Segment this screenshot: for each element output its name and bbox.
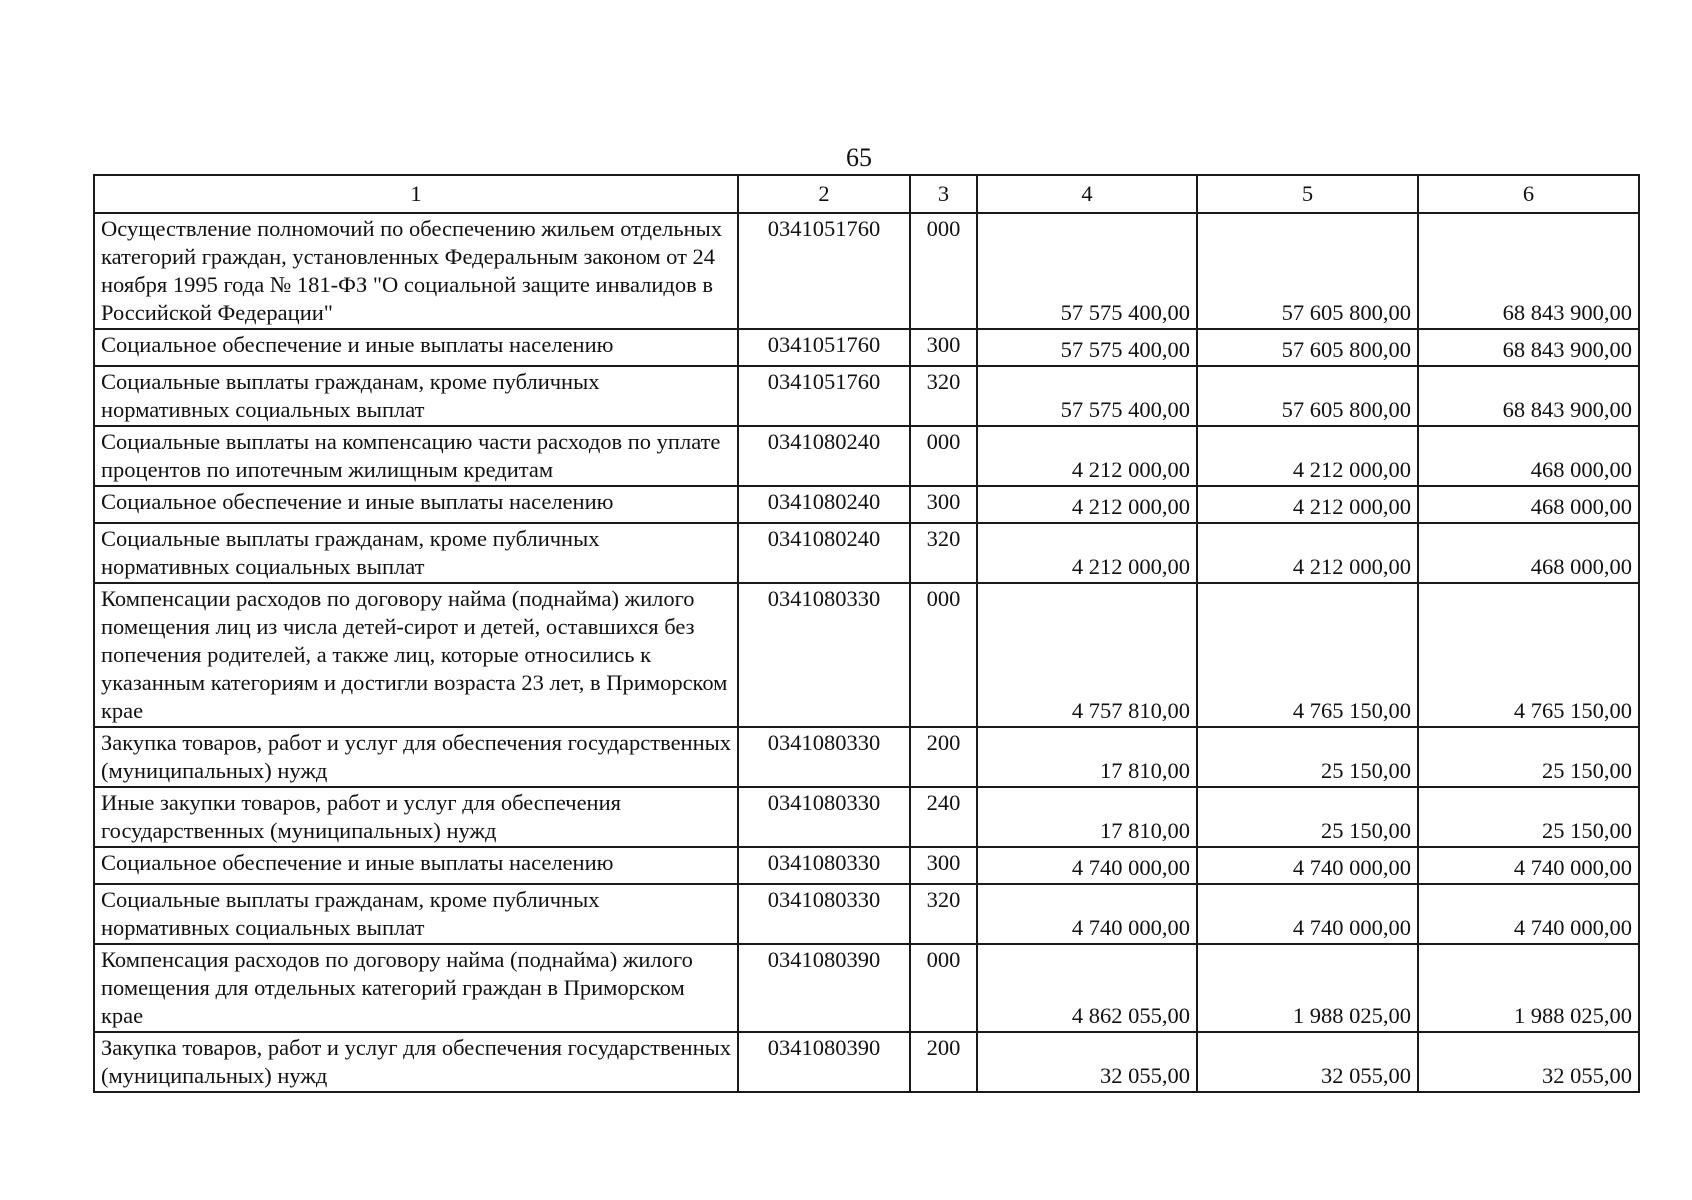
row-code: 0341080330 bbox=[738, 583, 910, 727]
row-amount-6: 68 843 900,00 bbox=[1418, 366, 1639, 426]
row-amount-4: 17 810,00 bbox=[977, 787, 1197, 847]
row-code: 0341080390 bbox=[738, 944, 910, 1032]
row-type: 200 bbox=[910, 727, 977, 787]
row-type: 000 bbox=[910, 583, 977, 727]
row-description: Осуществление полномочий по обеспечению жильем отдельных категорий граждан, установленных Федеральным законом от 24 ноября 1995 года № 181-ФЗ "О социальной защите инвалидов в Российской Федерации" bbox=[94, 213, 738, 329]
row-amount-4: 4 212 000,00 bbox=[977, 486, 1197, 523]
row-amount-4: 17 810,00 bbox=[977, 727, 1197, 787]
row-amount-4: 4 740 000,00 bbox=[977, 884, 1197, 944]
row-type: 000 bbox=[910, 426, 977, 486]
row-amount-6: 4 740 000,00 bbox=[1418, 884, 1639, 944]
row-amount-5: 1 988 025,00 bbox=[1197, 944, 1418, 1032]
column-header-4: 4 bbox=[977, 175, 1197, 213]
row-type: 320 bbox=[910, 366, 977, 426]
row-amount-5: 4 765 150,00 bbox=[1197, 583, 1418, 727]
column-header-5: 5 bbox=[1197, 175, 1418, 213]
row-amount-5: 4 212 000,00 bbox=[1197, 523, 1418, 583]
row-amount-4: 57 575 400,00 bbox=[977, 366, 1197, 426]
row-description: Социальное обеспечение и иные выплаты населению bbox=[94, 847, 738, 884]
row-type: 000 bbox=[910, 213, 977, 329]
table-row bbox=[94, 847, 1639, 884]
row-description: Компенсации расходов по договору найма (поднайма) жилого помещения лиц из числа детей-сирот и детей, оставшихся без попечения родителей, а также лиц, которые относились к указанным категориям и достигли возраста 23 лет, в Приморском крае bbox=[94, 583, 738, 727]
row-amount-4: 57 575 400,00 bbox=[977, 213, 1197, 329]
row-description: Социальные выплаты гражданам, кроме публичных нормативных социальных выплат bbox=[94, 523, 738, 583]
table-header-row bbox=[94, 175, 1639, 213]
row-description: Социальные выплаты на компенсацию части расходов по уплате процентов по ипотечным жилищным кредитам bbox=[94, 426, 738, 486]
row-description: Закупка товаров, работ и услуг для обеспечения государственных (муниципальных) нужд bbox=[94, 1032, 738, 1092]
row-code: 0341080240 bbox=[738, 426, 910, 486]
row-amount-5: 4 740 000,00 bbox=[1197, 884, 1418, 944]
table-row bbox=[94, 944, 1639, 1032]
row-amount-6: 468 000,00 bbox=[1418, 523, 1639, 583]
row-amount-6: 25 150,00 bbox=[1418, 787, 1639, 847]
row-description: Социальное обеспечение и иные выплаты населению bbox=[94, 486, 738, 523]
row-code: 0341051760 bbox=[738, 213, 910, 329]
table-row bbox=[94, 1032, 1639, 1092]
row-code: 0341080330 bbox=[738, 787, 910, 847]
row-amount-5: 32 055,00 bbox=[1197, 1032, 1418, 1092]
row-amount-5: 57 605 800,00 bbox=[1197, 366, 1418, 426]
row-amount-4: 4 740 000,00 bbox=[977, 847, 1197, 884]
row-amount-6: 468 000,00 bbox=[1418, 426, 1639, 486]
row-description: Социальные выплаты гражданам, кроме публичных нормативных социальных выплат bbox=[94, 366, 738, 426]
row-type: 300 bbox=[910, 329, 977, 366]
column-header-6: 6 bbox=[1418, 175, 1639, 213]
row-amount-5: 25 150,00 bbox=[1197, 727, 1418, 787]
row-amount-4: 32 055,00 bbox=[977, 1032, 1197, 1092]
row-code: 0341080330 bbox=[738, 847, 910, 884]
row-amount-6: 32 055,00 bbox=[1418, 1032, 1639, 1092]
row-type: 300 bbox=[910, 847, 977, 884]
row-amount-5: 57 605 800,00 bbox=[1197, 213, 1418, 329]
row-code: 0341080330 bbox=[738, 884, 910, 944]
row-amount-4: 4 862 055,00 bbox=[977, 944, 1197, 1032]
column-header-2: 2 bbox=[738, 175, 910, 213]
row-code: 0341080240 bbox=[738, 523, 910, 583]
row-amount-4: 4 757 810,00 bbox=[977, 583, 1197, 727]
row-code: 0341051760 bbox=[738, 329, 910, 366]
table-row bbox=[94, 523, 1639, 583]
table-row bbox=[94, 727, 1639, 787]
row-code: 0341080240 bbox=[738, 486, 910, 523]
row-amount-5: 25 150,00 bbox=[1197, 787, 1418, 847]
table-row bbox=[94, 486, 1639, 523]
row-amount-4: 4 212 000,00 bbox=[977, 523, 1197, 583]
row-amount-5: 57 605 800,00 bbox=[1197, 329, 1418, 366]
row-amount-6: 4 740 000,00 bbox=[1418, 847, 1639, 884]
row-amount-4: 57 575 400,00 bbox=[977, 329, 1197, 366]
row-type: 240 bbox=[910, 787, 977, 847]
row-type: 320 bbox=[910, 884, 977, 944]
row-type: 200 bbox=[910, 1032, 977, 1092]
row-description: Социальные выплаты гражданам, кроме публичных нормативных социальных выплат bbox=[94, 884, 738, 944]
table-row bbox=[94, 787, 1639, 847]
table-row bbox=[94, 329, 1639, 366]
row-description: Социальное обеспечение и иные выплаты населению bbox=[94, 329, 738, 366]
row-type: 000 bbox=[910, 944, 977, 1032]
row-type: 320 bbox=[910, 523, 977, 583]
row-amount-6: 1 988 025,00 bbox=[1418, 944, 1639, 1032]
table-row bbox=[94, 366, 1639, 426]
budget-table bbox=[93, 174, 1640, 1093]
row-amount-5: 4 212 000,00 bbox=[1197, 426, 1418, 486]
page-number: 65 bbox=[846, 143, 872, 172]
row-amount-6: 68 843 900,00 bbox=[1418, 213, 1639, 329]
table-row bbox=[94, 583, 1639, 727]
column-header-3: 3 bbox=[910, 175, 977, 213]
row-code: 0341051760 bbox=[738, 366, 910, 426]
row-amount-5: 4 212 000,00 bbox=[1197, 486, 1418, 523]
row-amount-6: 25 150,00 bbox=[1418, 727, 1639, 787]
row-code: 0341080330 bbox=[738, 727, 910, 787]
row-amount-4: 4 212 000,00 bbox=[977, 426, 1197, 486]
row-amount-6: 68 843 900,00 bbox=[1418, 329, 1639, 366]
row-amount-6: 4 765 150,00 bbox=[1418, 583, 1639, 727]
column-header-1: 1 bbox=[94, 175, 738, 213]
row-description: Компенсация расходов по договору найма (поднайма) жилого помещения для отдельных категорий граждан в Приморском крае bbox=[94, 944, 738, 1032]
row-type: 300 bbox=[910, 486, 977, 523]
table-row bbox=[94, 213, 1639, 329]
row-code: 0341080390 bbox=[738, 1032, 910, 1092]
row-description: Закупка товаров, работ и услуг для обеспечения государственных (муниципальных) нужд bbox=[94, 727, 738, 787]
row-amount-5: 4 740 000,00 bbox=[1197, 847, 1418, 884]
row-description: Иные закупки товаров, работ и услуг для обеспечения государственных (муниципальных) нужд bbox=[94, 787, 738, 847]
table-row bbox=[94, 426, 1639, 486]
row-amount-6: 468 000,00 bbox=[1418, 486, 1639, 523]
table-row bbox=[94, 884, 1639, 944]
